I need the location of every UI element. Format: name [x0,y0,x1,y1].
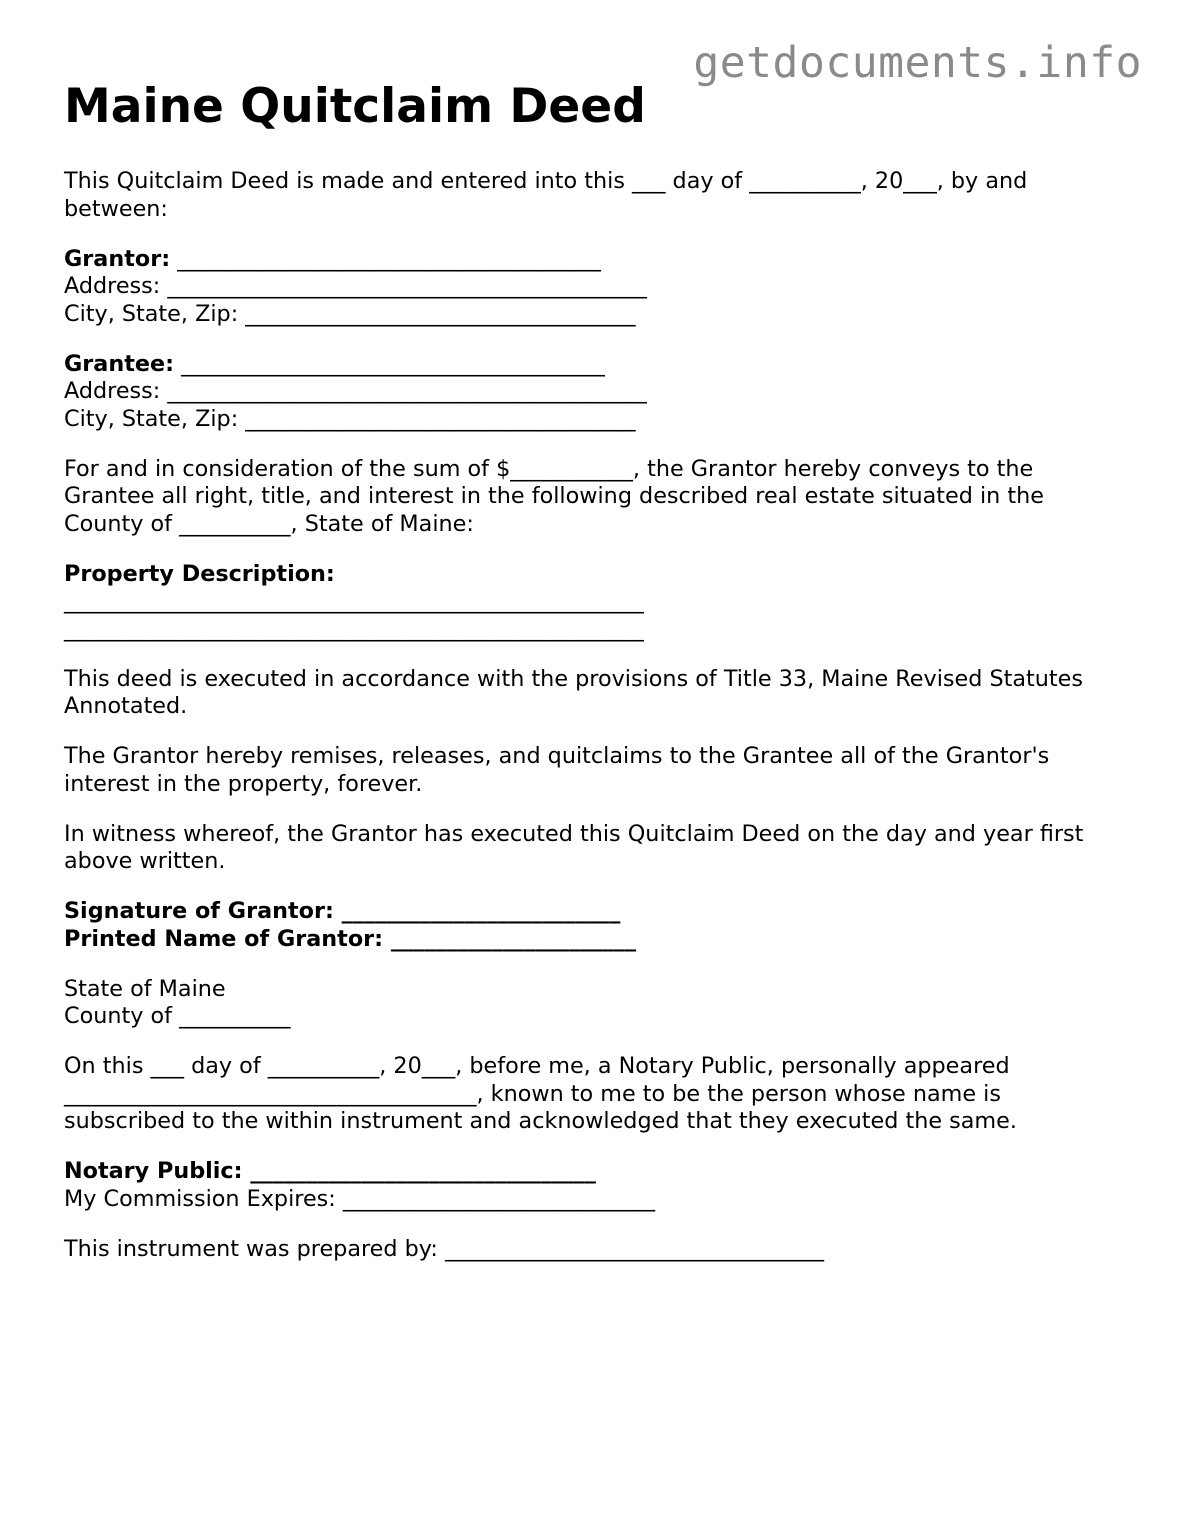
grantor-signature-line: Signature of Grantor: _________________________ [64,898,621,925]
page-title: Maine Quitclaim Deed [64,79,646,134]
property-description-line-1: ____________________________________________________ [64,588,644,615]
grantor-address: Address: ___________________________________________ [64,273,647,300]
document-body [64,80,1124,1286]
grantor-printed-name-line: Printed Name of Grantor: ______________________ [64,925,637,952]
notary-block [64,1158,1124,1213]
signature-block [64,898,1124,953]
venue-county: County of __________ [64,1003,291,1030]
grantor-label: Grantor: [64,245,171,272]
grantee-label: Grantee: [64,350,175,377]
venue-block [64,976,1124,1031]
property-description-label: Property Description: [64,560,335,587]
notary-public-line: Notary Public: _______________________________ [64,1158,596,1185]
prepared-by-line: This instrument was prepared by: __________________________________ [64,1235,825,1262]
property-description-block [64,561,1124,644]
grantee-address: Address: ___________________________________________ [64,378,647,405]
grantee-block [64,351,1124,434]
statute-paragraph: This deed is executed in accordance with the provisions of Title 33, Maine Revised Statutes Annotated. [64,665,1083,720]
remise-paragraph: The Grantor hereby remises, releases, and quitclaims to the Grantee all of the Grantor's interest in the property, forever. [64,743,1050,797]
grantor-city-state-zip: City, State, Zip: ___________________________________ [64,300,636,327]
grantor-block [64,246,1124,329]
grantor-name-blank: ______________________________________ [170,245,601,272]
watermark: getdocuments.info [693,38,1142,88]
consideration-paragraph: For and in consideration of the sum of $___________, the Grantor hereby conveys to the Grantee all right, title, and interest in the following described real estate situated in the County of __________, State of Maine: [64,455,1044,537]
witness-paragraph: In witness whereof, the Grantor has executed this Quitclaim Deed on the day and year first above written. [64,820,1084,875]
venue-state: State of Maine [64,975,226,1002]
intro-paragraph: This Quitclaim Deed is made and entered into this ___ day of __________, 20___, by and between: [64,168,1028,222]
commission-expires-line: My Commission Expires: ____________________________ [64,1185,656,1212]
acknowledgment-paragraph: On this ___ day of __________, 20___, before me, a Notary Public, personally appeared _____________________________________, known to me to be the person whose name is subscribed to the within instrument and acknowledged that they executed the same. [64,1053,1017,1135]
grantee-city-state-zip: City, State, Zip: ___________________________________ [64,405,636,432]
property-description-line-2: ____________________________________________________ [64,615,644,642]
grantee-name-blank: ______________________________________ [174,350,605,377]
